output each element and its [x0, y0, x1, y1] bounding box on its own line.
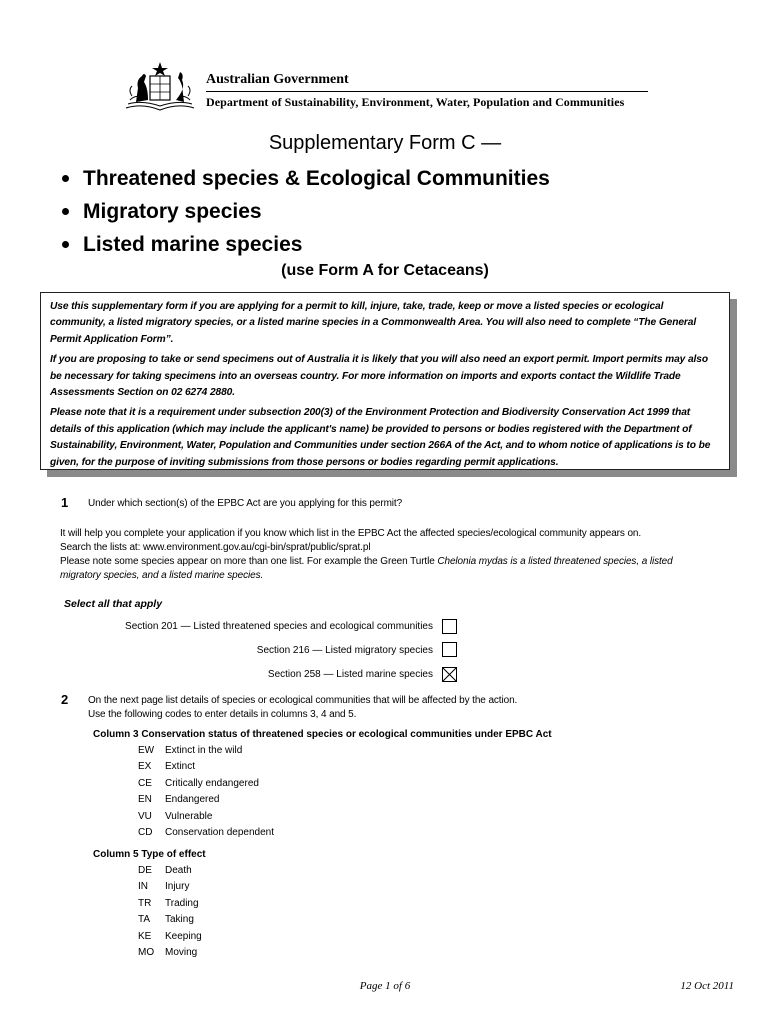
form-title: Supplementary Form C — — [268, 132, 502, 154]
cetaceans-note: (use Form A for Cetaceans) — [281, 262, 489, 279]
question-text: On the next page list details of species or ecological communities that will be affected by the action. — [88, 695, 518, 706]
title-bullet-item: Migratory species — [60, 195, 550, 228]
notice-paragraph: Use this supplementary form if you are applying for a permit to kill, injure, take, trade, keep or move a listed species or ecological community, a listed migratory species, or a listed marine species in a Commonwealth Area. You will also need to complete “The General Permit Application Form”. — [50, 301, 697, 345]
code-row: TR Trading — [138, 897, 199, 909]
header-divider — [206, 91, 648, 92]
title-bullet-list — [60, 162, 550, 261]
option-label: Section 216 — Listed migratory species — [256, 645, 433, 656]
question-number: 2 — [61, 692, 69, 707]
column-5-code-list — [138, 863, 202, 961]
section-216-checkbox[interactable] — [442, 642, 457, 657]
department-name: Department of Sustainability, Environment, Water, Population and Communities — [206, 95, 625, 109]
title-bullet-item: Threatened species & Ecological Communities — [60, 162, 550, 195]
code-row: CD Conservation dependent — [138, 826, 274, 838]
bullet-icon — [62, 241, 69, 248]
footer-date: 12 Oct 2011 — [680, 980, 734, 992]
title-bullet-item: Listed marine species — [60, 228, 550, 261]
bullet-icon — [62, 208, 69, 215]
option-label: Section 201 — Listed threatened species and ecological communities — [125, 621, 433, 632]
question-number: 1 — [61, 495, 69, 510]
code-row: DE Death — [138, 865, 192, 876]
help-text: migratory species, and a listed marine species. — [60, 570, 264, 581]
section-201-checkbox[interactable] — [442, 619, 457, 634]
code-row: EN Endangered — [138, 794, 220, 806]
code-row: CE Critically endangered — [138, 777, 259, 789]
government-name: Australian Government — [206, 72, 349, 87]
code-row: EW Extinct in the wild — [138, 745, 243, 756]
column-3-heading: Column 3 Conservation status of threatened species or ecological communities under EPBC Act — [93, 729, 552, 740]
help-text: Search the lists at: www.environment.gov.au/cgi-bin/sprat/public/sprat.pl — [60, 542, 371, 553]
bullet-icon — [62, 175, 69, 182]
coat-of-arms-logo — [122, 60, 198, 116]
code-row: VU Vulnerable — [138, 810, 213, 822]
column-3-code-list — [138, 743, 274, 841]
code-row: MO Moving — [138, 946, 198, 958]
code-row: KE Keeping — [138, 930, 202, 942]
help-text: Please note some species appear on more than one list. For example the Green Turtle Chelonia mydas is a listed threatened species, a listed — [60, 556, 673, 567]
question-text: Under which section(s) of the EPBC Act are you applying for this permit? — [88, 498, 403, 509]
notice-paragraph: Please note that it is a requirement under subsection 200(3) of the Environment Protection and Biodiversity Conservation Act 1999 that details of this application (which may include the applicant's name) be provided to persons or bodies registered with the Department of Sustainability, Environment, Water, Population and Communities under section 266A of the Act, and to whom notice of applications is to be given, for the purpose of inviting submissions from those persons or bodies regarding permit applications. — [50, 407, 711, 468]
notice-paragraph: If you are proposing to take or send specimens out of Australia it is likely that you will also need an export permit. Import permits may also be necessary for taking specimens into an overseas country. For more information on imports and exports contact the Wildlife Trade Assessments Section on 02 6274 2880. — [50, 354, 708, 399]
section-258-checkbox[interactable] — [442, 667, 457, 682]
code-row: TA Taking — [138, 914, 194, 926]
question-text: Use the following codes to enter details in columns 3, 4 and 5. — [88, 709, 357, 720]
notice-box — [40, 292, 730, 470]
page-number: Page 1 of 6 — [359, 980, 411, 992]
help-text: It will help you complete your application if you know which list in the EPBC Act the affected species/ecological community appears on. — [60, 528, 642, 539]
code-row: IN Injury — [138, 881, 190, 893]
select-all-label: Select all that apply — [64, 598, 163, 610]
option-label: Section 258 — Listed marine species — [267, 669, 433, 680]
column-5-heading: Column 5 Type of effect — [93, 849, 206, 860]
species-name: Chelonia mydas — [437, 556, 508, 567]
code-row: EX Extinct — [138, 761, 196, 773]
check-x-icon — [443, 668, 456, 681]
